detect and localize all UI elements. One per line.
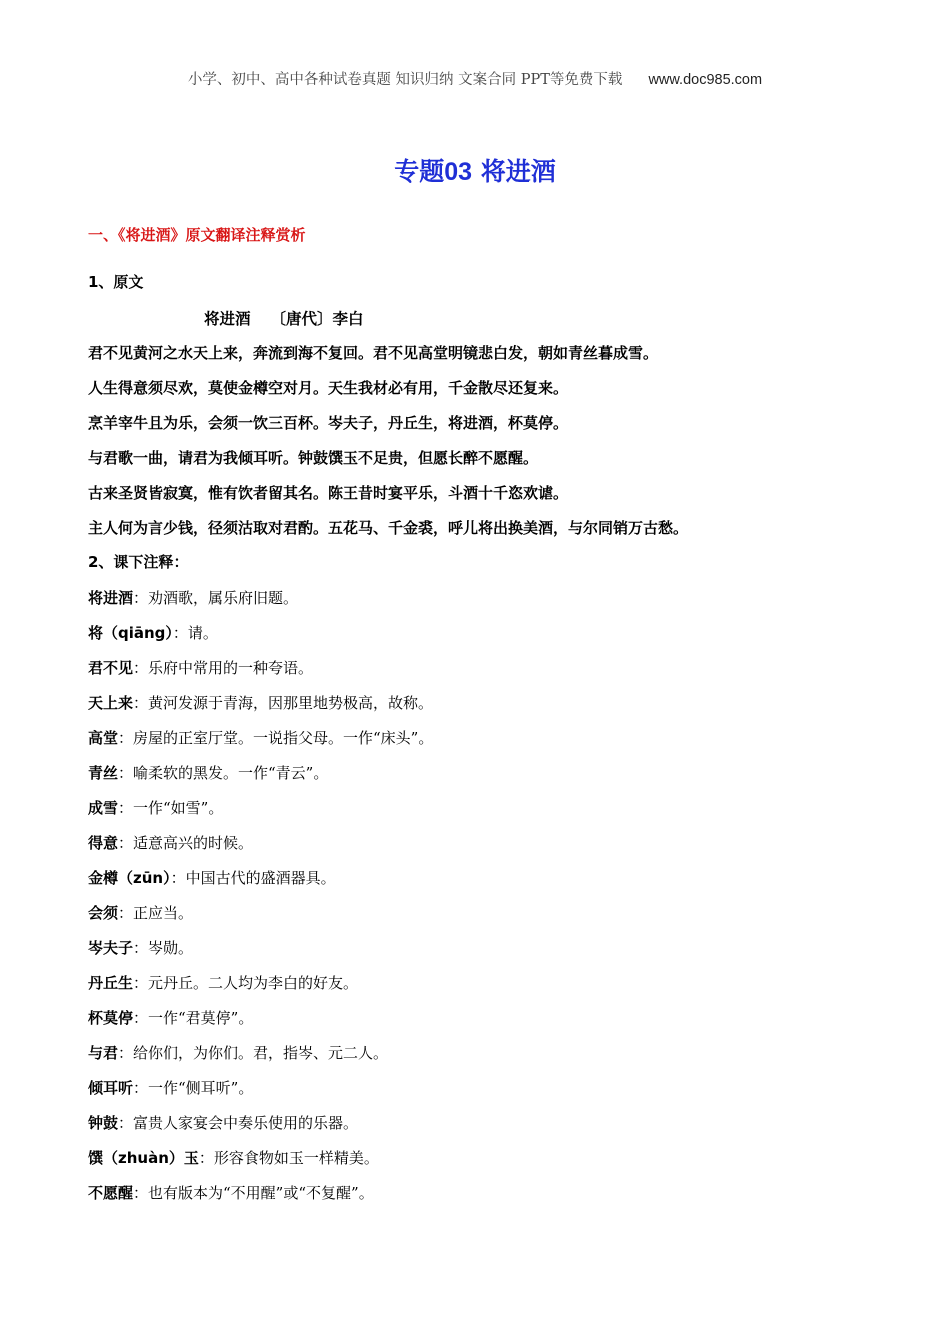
note-term: 岑夫子 — [88, 939, 134, 957]
note-item — [88, 621, 878, 656]
header-text: 小学、初中、高中各种试卷真题 知识归纳 文案合同 PPT等免费下载 — [187, 72, 623, 88]
note-item — [88, 1041, 878, 1076]
page-header — [0, 68, 950, 89]
original-heading: 1、原文 — [88, 273, 144, 291]
note-def: ：黄河发源于青海，因那里地势极高，故称。 — [133, 694, 434, 712]
note-term: 将（qiāng） — [88, 624, 173, 642]
title-number: 03 — [444, 158, 473, 186]
note-item — [88, 936, 878, 971]
note-term: 杯莫停 — [88, 1009, 134, 1027]
note-term: 成雪 — [88, 799, 119, 817]
note-term: 与君 — [88, 1044, 119, 1062]
note-item — [88, 726, 878, 761]
note-term: 馔（zhuàn）玉 — [88, 1149, 199, 1167]
note-item — [88, 586, 878, 621]
note-def: ：给你们，为你们。君，指岑、元二人。 — [118, 1044, 389, 1062]
note-term: 青丝 — [88, 764, 119, 782]
poem-title: 将进酒 — [204, 310, 251, 328]
title-prefix: 专题 — [394, 157, 445, 186]
note-term: 钟鼓 — [88, 1114, 119, 1132]
poem-title-line — [204, 307, 364, 329]
poem-lines — [88, 341, 878, 551]
poem-line: 人生得意须尽欢，莫使金樽空对月。天生我材必有用，千金散尽还复来。 — [88, 379, 569, 397]
notes-heading: 2、课下注释： — [88, 553, 189, 571]
note-def: ：也有版本为“不用醒”或“不复醒”。 — [133, 1184, 374, 1202]
note-item — [88, 831, 878, 866]
title-name: 将进酒 — [480, 157, 556, 186]
note-term: 不愿醒 — [88, 1184, 134, 1202]
notes-list — [88, 586, 878, 1216]
note-term: 得意 — [88, 834, 119, 852]
note-item — [88, 1006, 878, 1041]
note-item — [88, 866, 878, 901]
section-heading: 一、《将进酒》原文翻译注释赏析 — [88, 226, 306, 244]
page-title — [0, 152, 950, 188]
note-term: 将进酒 — [88, 589, 134, 607]
note-def: ：劝酒歌，属乐府旧题。 — [133, 589, 299, 607]
note-item — [88, 1181, 878, 1216]
note-def: ：喻柔软的黑发。一作“青云”。 — [118, 764, 329, 782]
note-def: ：中国古代的盛酒器具。 — [170, 869, 336, 887]
note-def: ：形容食物如玉一样精美。 — [198, 1149, 379, 1167]
note-item — [88, 901, 878, 936]
note-term: 倾耳听 — [88, 1079, 134, 1097]
note-def: ：房屋的正室厅堂。一说指父母。一作“床头”。 — [118, 729, 434, 747]
note-def: ：富贵人家宴会中奏乐使用的乐器。 — [118, 1114, 359, 1132]
poem-line: 烹羊宰牛且为乐，会须一饮三百杯。岑夫子，丹丘生，将进酒，杯莫停。 — [88, 414, 569, 432]
note-item — [88, 761, 878, 796]
note-def: ：适意高兴的时候。 — [118, 834, 254, 852]
note-term: 天上来 — [88, 694, 134, 712]
poem-line: 古来圣贤皆寂寞，惟有饮者留其名。陈王昔时宴平乐，斗酒十千恣欢谑。 — [88, 484, 569, 502]
note-def: ：正应当。 — [118, 904, 194, 922]
note-term: 丹丘生 — [88, 974, 134, 992]
note-item — [88, 691, 878, 726]
note-def: ：一作“如雪”。 — [118, 799, 224, 817]
note-def: ：乐府中常用的一种夸语。 — [133, 659, 314, 677]
note-def: ：岑勋。 — [133, 939, 194, 957]
poem-line: 主人何为言少钱，径须沽取对君酌。五花马、千金裘，呼儿将出换美酒，与尔同销万古愁。 — [88, 519, 689, 537]
note-term: 会须 — [88, 904, 119, 922]
note-item — [88, 656, 878, 691]
note-def: ：一作“君莫停”。 — [133, 1009, 254, 1027]
note-def: ：请。 — [172, 624, 218, 642]
note-item — [88, 1076, 878, 1111]
note-def: ：元丹丘。二人均为李白的好友。 — [133, 974, 359, 992]
note-item — [88, 796, 878, 831]
poem-line: 君不见黄河之水天上来，奔流到海不复回。君不见高堂明镜悲白发，朝如青丝暮成雪。 — [88, 344, 659, 362]
poem-author: 〔唐代〕李白 — [270, 310, 364, 328]
note-item — [88, 971, 878, 1006]
poem-line: 与君歌一曲，请君为我倾耳听。钟鼓馔玉不足贵，但愿长醉不愿醒。 — [88, 449, 539, 467]
header-site-link[interactable]: www.doc985.com — [648, 72, 763, 88]
note-term: 高堂 — [88, 729, 119, 747]
note-term: 君不见 — [88, 659, 134, 677]
note-def: ：一作“侧耳听”。 — [133, 1079, 254, 1097]
note-item — [88, 1111, 878, 1146]
note-item — [88, 1146, 878, 1181]
note-term: 金樽（zūn） — [88, 869, 171, 887]
